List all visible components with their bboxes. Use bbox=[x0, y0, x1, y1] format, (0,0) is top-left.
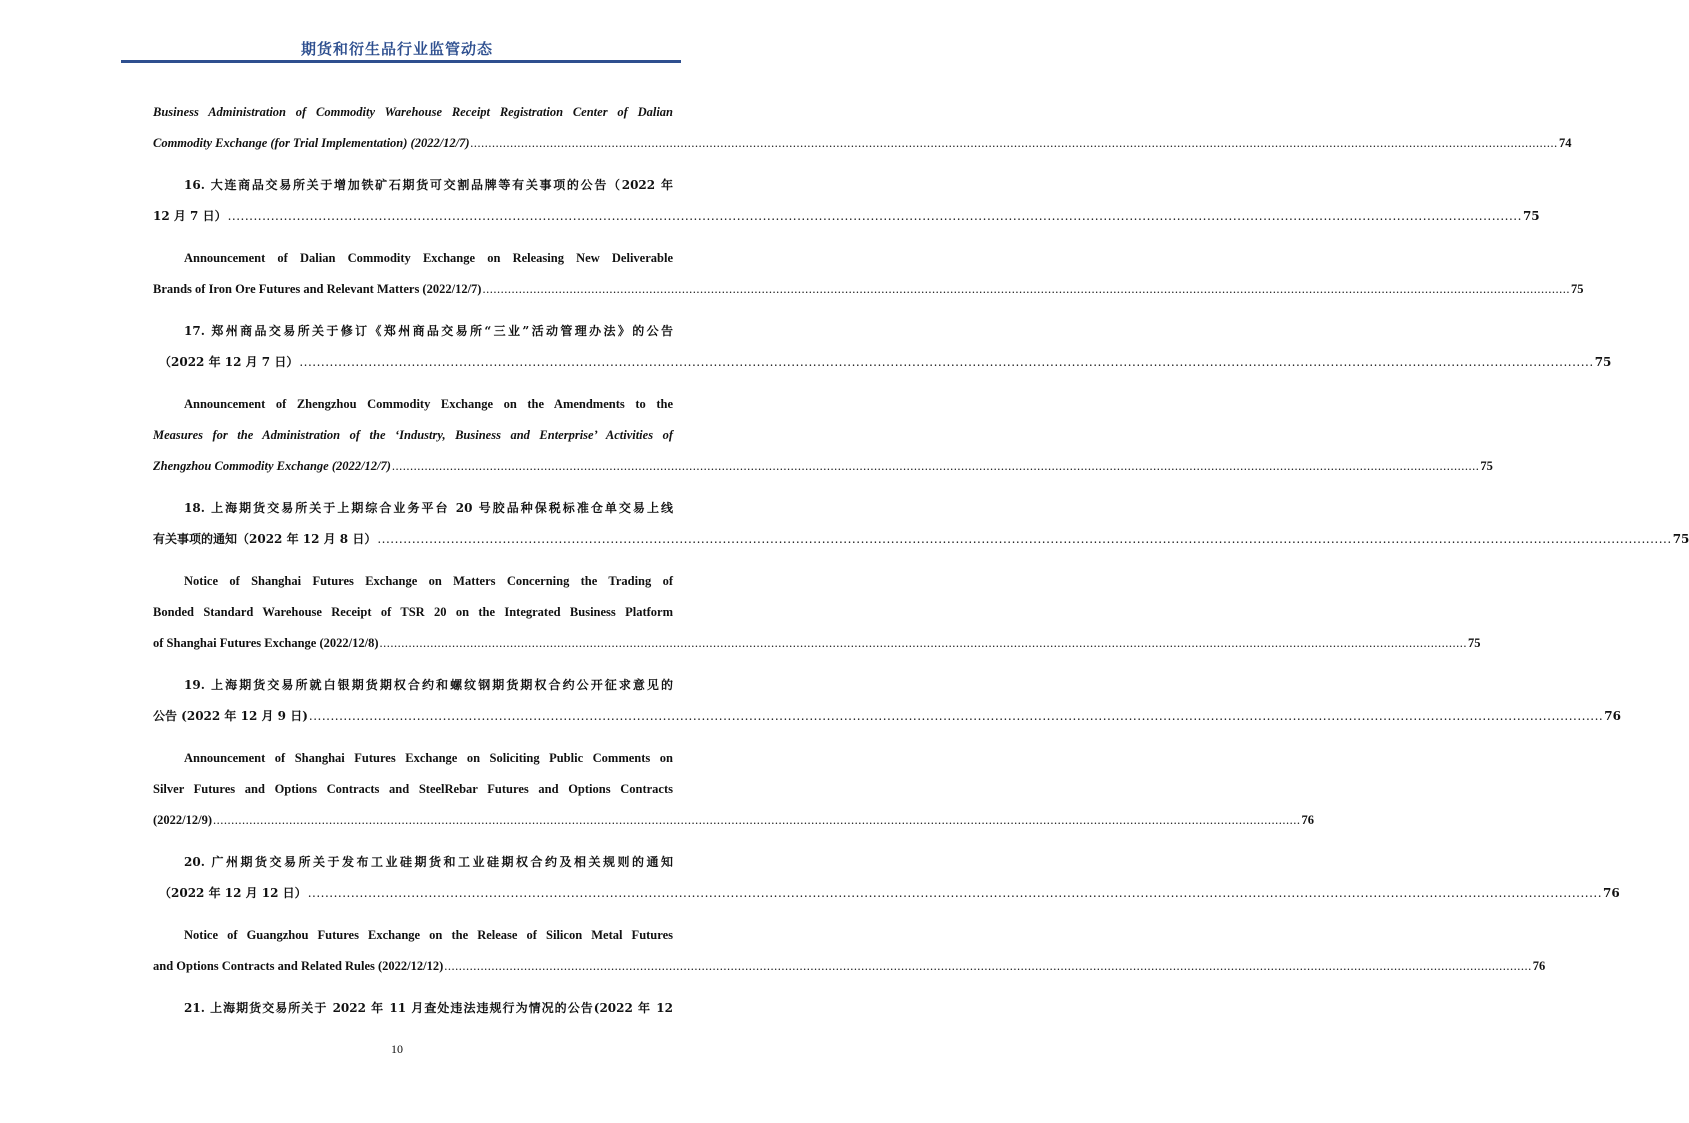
toc-line-with-leader[interactable] bbox=[153, 701, 1621, 732]
dot-leader: ............................................................................................................................................................................................................................................................................................................ bbox=[213, 813, 1301, 827]
toc-page-number: 76 bbox=[1532, 959, 1546, 973]
toc-line: 18. 上海期货交易所关于上期综合业务平台 20 号胶品种保税标准仓单交易上线 bbox=[184, 501, 673, 515]
toc-line-with-leader[interactable] bbox=[153, 201, 1540, 232]
toc-line-with-leader[interactable] bbox=[153, 805, 1315, 836]
dot-leader: ............................................................................................................................................................................................................................................................................................................ bbox=[444, 959, 1532, 973]
toc-entry-text: Brands of Iron Ore Futures and Relevant Matters (2022/12/7) bbox=[153, 282, 482, 296]
table-of-contents bbox=[153, 97, 1689, 1024]
toc-line: Bonded Standard Warehouse Receipt of TSR 20 on the Integrated Business Platform bbox=[153, 605, 673, 619]
toc-line-with-leader[interactable] bbox=[153, 951, 1546, 982]
toc-page-number: 75 bbox=[1468, 636, 1481, 650]
dot-leader: ............................................................................................................................................................................................................................................................................................................ bbox=[482, 282, 1570, 296]
toc-line-with-leader[interactable] bbox=[153, 274, 1584, 305]
toc-line: 16. 大连商品交易所关于增加铁矿石期货可交割品牌等有关事项的公告（2022 年 bbox=[184, 178, 673, 192]
toc-line-with-leader[interactable] bbox=[153, 878, 1620, 909]
dot-leader: ............................................................................................................................................................................................................................................................................................................ bbox=[377, 532, 1672, 546]
toc-line: Notice of Shanghai Futures Exchange on Matters Concerning the Trading of bbox=[184, 574, 673, 588]
toc-line: Measures for the Administration of the ‘Industry, Business and Enterprise’ Activities of bbox=[153, 428, 673, 442]
toc-page-number: 75 bbox=[1672, 532, 1689, 546]
toc-page-number: 75 bbox=[1522, 209, 1540, 223]
toc-line: Announcement of Dalian Commodity Exchange on Releasing New Deliverable bbox=[184, 251, 673, 265]
toc-line-with-leader[interactable] bbox=[153, 628, 1481, 659]
page-number: 10 bbox=[391, 1042, 403, 1056]
toc-line: 20. 广州期货交易所关于发布工业硅期货和工业硅期权合约及相关规则的通知 bbox=[184, 855, 673, 869]
toc-entry-text: 有关事项的通知（2022 年 12 月 8 日） bbox=[153, 532, 377, 546]
toc-page-number: 75 bbox=[1480, 459, 1493, 473]
dot-leader: ............................................................................................................................................................................................................................................................................................................ bbox=[227, 209, 1522, 223]
dot-leader: ............................................................................................................................................................................................................................................................................................................ bbox=[308, 709, 1604, 723]
toc-page-number: 76 bbox=[1301, 813, 1315, 827]
toc-page-number: 75 bbox=[1594, 355, 1612, 369]
toc-line-with-leader[interactable] bbox=[153, 128, 1572, 159]
toc-line-with-leader[interactable] bbox=[153, 347, 1612, 378]
dot-leader: ............................................................................................................................................................................................................................................................................................................ bbox=[379, 636, 1467, 650]
toc-entry-text: 公告 (2022 年 12 月 9 日) bbox=[153, 709, 308, 723]
toc-line: 19. 上海期货交易所就白银期货期权合约和螺纹钢期货期权合约公开征求意见的 bbox=[184, 678, 673, 692]
toc-entry-text: Commodity Exchange (for Trial Implementation) (2022/12/7) bbox=[153, 136, 470, 150]
dot-leader: ............................................................................................................................................................................................................................................................................................................ bbox=[299, 355, 1594, 369]
toc-line: Announcement of Shanghai Futures Exchange on Soliciting Public Comments on bbox=[184, 751, 673, 765]
dot-leader: ............................................................................................................................................................................................................................................................................................................ bbox=[470, 136, 1559, 150]
toc-entry-text: (2022/12/9) bbox=[153, 813, 213, 827]
toc-entry-text: of Shanghai Futures Exchange (2022/12/8) bbox=[153, 636, 379, 650]
toc-line: Notice of Guangzhou Futures Exchange on the Release of Silicon Metal Futures bbox=[184, 928, 673, 942]
toc-entry-text: （2022 年 12 月 12 日） bbox=[159, 886, 307, 900]
toc-line: 21. 上海期货交易所关于 2022 年 11 月查处违法违规行为情况的公告(2022 年 12 bbox=[184, 1001, 673, 1015]
toc-page-number: 75 bbox=[1570, 282, 1584, 296]
toc-page-number: 76 bbox=[1603, 886, 1620, 900]
toc-line-with-leader[interactable] bbox=[153, 451, 1493, 482]
toc-line: Business Administration of Commodity Warehouse Receipt Registration Center of Dalian bbox=[153, 105, 673, 119]
toc-entry-text: （2022 年 12 月 7 日） bbox=[159, 355, 299, 369]
toc-page-number: 74 bbox=[1559, 136, 1572, 150]
toc-line: Silver Futures and Options Contracts and SteelRebar Futures and Options Contracts bbox=[153, 782, 673, 796]
toc-line-with-leader[interactable] bbox=[153, 524, 1689, 555]
toc-entry-text: Zhengzhou Commodity Exchange (2022/12/7) bbox=[153, 459, 391, 473]
toc-page-number: 76 bbox=[1604, 709, 1621, 723]
running-header-title: 期货和衍生品行业监管动态 bbox=[300, 40, 493, 58]
dot-leader: ............................................................................................................................................................................................................................................................................................................ bbox=[307, 886, 1603, 900]
header-divider bbox=[121, 60, 681, 63]
toc-line: Announcement of Zhengzhou Commodity Exchange on the Amendments to the bbox=[184, 397, 673, 411]
toc-entry-text: 12 月 7 日） bbox=[153, 209, 227, 223]
dot-leader: ............................................................................................................................................................................................................................................................................................................ bbox=[391, 459, 1480, 473]
toc-line: 17. 郑州商品交易所关于修订《郑州商品交易所“三业”活动管理办法》的公告 bbox=[184, 324, 673, 338]
toc-entry-text: and Options Contracts and Related Rules (2022/12/12) bbox=[153, 959, 444, 973]
